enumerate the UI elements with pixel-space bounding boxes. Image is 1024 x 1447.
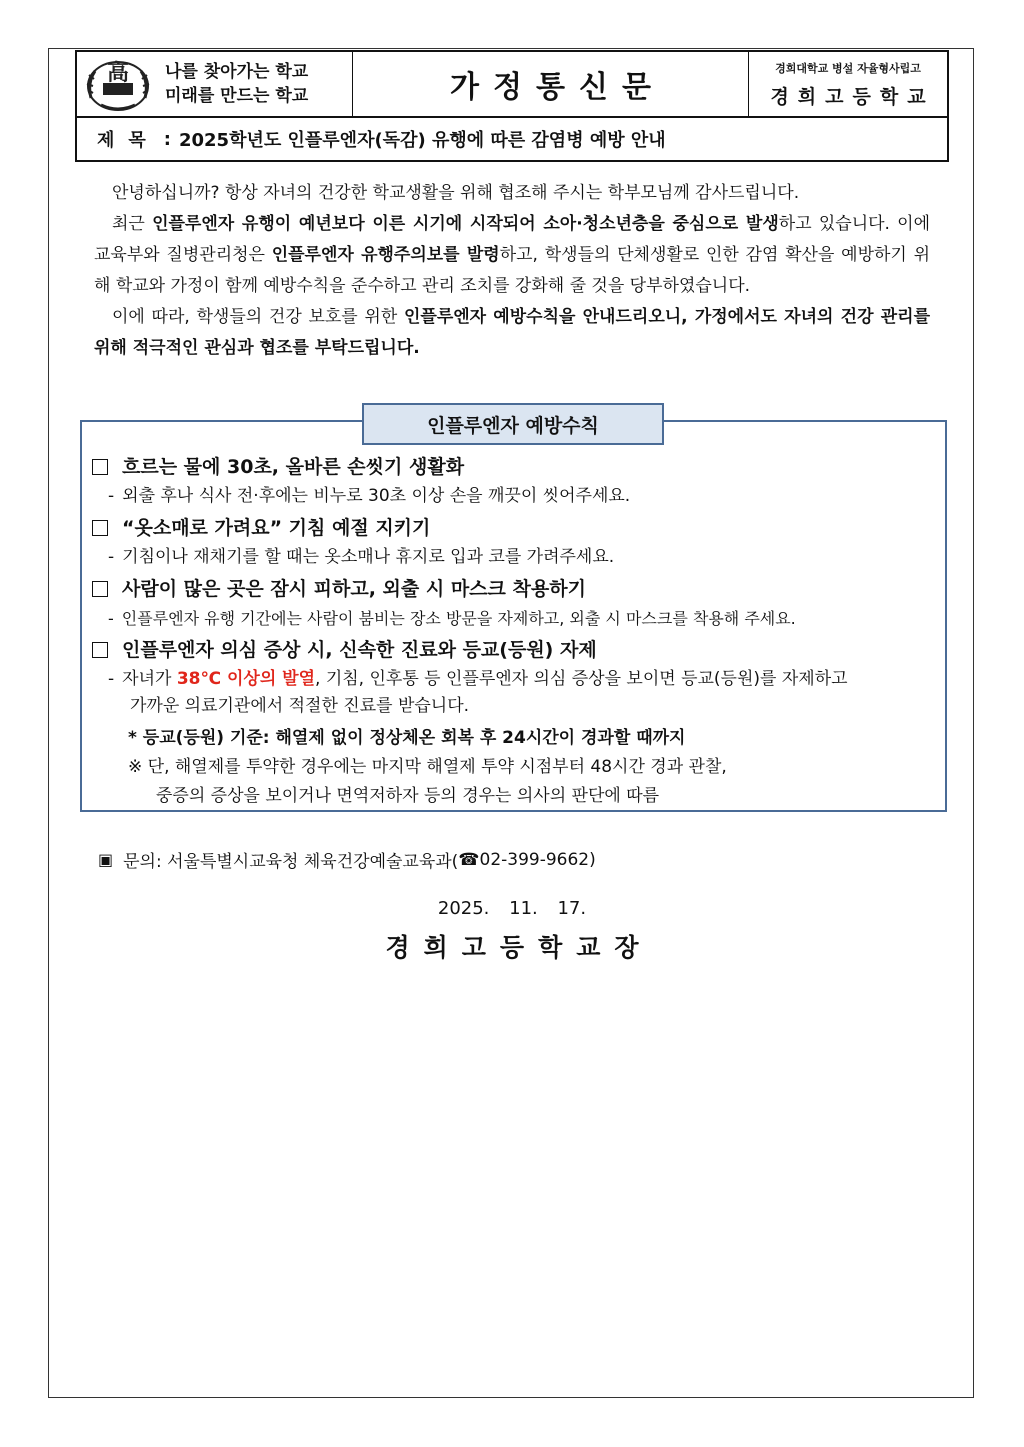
subject-label: 제목 — [97, 130, 160, 151]
emblem-character: 高 — [106, 60, 130, 86]
slogan-line-1: 나를 찾아가는 학교 — [165, 62, 309, 82]
phone-icon: ☎ — [458, 849, 480, 870]
checkbox-icon — [92, 581, 108, 597]
p3-bold: 인플루엔자 예방수칙을 안내드리오니, 가정에서도 자녀의 건강 관리를 위해 적극적인 관심과 협조를 부탁드립니다. — [94, 307, 930, 358]
contact-text: 문의: 서울특별시교육청 체육건강예술교육과( — [123, 852, 459, 872]
antipyretic-note-line2: 중증의 증상을 보이거나 면역저하자 등의 경우는 의사의 판단에 따름 — [156, 786, 660, 806]
doc-type-title: 가정통신문 — [450, 70, 665, 105]
contact-phone: 02-399-9662) — [479, 849, 596, 870]
rule-3-title: 사람이 많은 곳은 잠시 피하고, 외출 시 마스크 착용하기 — [122, 578, 586, 600]
body-text — [94, 178, 930, 364]
slogans — [165, 60, 308, 108]
rule-4-title: 인플루엔자 의심 증상 시, 신속한 진료와 등교(등원) 자제 — [122, 639, 597, 661]
dash: - — [108, 486, 115, 506]
dash: - — [108, 609, 114, 628]
rule-item-4-sub-cont: 가까운 의료기관에서 적절한 진료를 받습니다. — [130, 696, 470, 716]
p2-bold-a: 인플루엔자 유행이 예년보다 이른 시기에 시작되어 소아·청소년층을 중심으로 발생 — [152, 214, 779, 234]
p2-text-c: 하고, 학생들의 단체생활로 인한 감염 확산을 예방하기 위해 학교와 가정이 함께 예방수칙을 준수하고 관리 조치를 강화해 줄 것을 당부하였습니다. — [94, 245, 930, 296]
header-table — [75, 50, 949, 118]
rule-item-4-sub — [108, 665, 940, 694]
rule-1-detail: 외출 후나 식사 전·후에는 비누로 30초 이상 손을 깨끗이 씻어주세요. — [122, 486, 631, 506]
dash: - — [108, 669, 115, 689]
rule-4-detail-b: , 기침, 인후통 등 인플루엔자 의심 증상을 보이면 등교(등원)를 자제하고 — [315, 669, 848, 689]
principal-signature: 경희고등학교장 — [385, 933, 653, 962]
checkbox-icon — [92, 520, 108, 536]
paragraph-request — [94, 302, 930, 364]
header-slogan-cell — [77, 52, 353, 116]
rule-1-title: 흐르는 물에 30초, 올바른 손씻기 생활화 — [122, 456, 465, 478]
antipyretic-note-line1: ※ 단, 해열제를 투약한 경우에는 마지막 해열제 투약 시점부터 48시간 경과 관찰, — [128, 757, 727, 777]
p2-text-a: 최근 — [112, 214, 153, 234]
rule-item-1-sub — [108, 482, 940, 511]
subject-row — [75, 118, 949, 162]
school-affiliation: 경희대학교 병설 자율형사립고 — [775, 61, 921, 75]
header-doc-type-cell — [353, 52, 749, 116]
rule-item-3-head — [92, 574, 940, 604]
attendance-criteria-note: * 등교(등원) 기준: 해열제 없이 정상체온 회복 후 24시간이 경과할 때까지 — [128, 728, 686, 748]
dash: - — [108, 547, 115, 567]
rule-2-detail: 기침이나 재채기를 할 때는 옷소매나 휴지로 입과 코를 가려주세요. — [122, 547, 615, 567]
rule-item-2-head — [92, 513, 940, 543]
rule-2-title: “옷소매로 가려요” 기침 예절 지키기 — [122, 517, 431, 539]
rule-3-detail: 인플루엔자 유행 기간에는 사람이 붐비는 장소 방문을 자제하고, 외출 시 마스크를 착용해 주세요. — [121, 609, 796, 628]
rule-item-3-sub — [108, 604, 940, 633]
subject-colon: : — [163, 128, 171, 150]
paragraph-background — [94, 209, 930, 302]
checkbox-icon — [92, 642, 108, 658]
p3-text: 이에 따라, 학생들의 건강 보호를 위한 — [112, 307, 404, 327]
checkbox-icon — [92, 459, 108, 475]
rule-item-1-head — [92, 452, 940, 482]
rules-list — [92, 450, 940, 811]
slogan-line-2: 미래를 만드는 학교 — [165, 86, 309, 106]
rules-title: 인플루엔자 예방수칙 — [362, 403, 664, 445]
p2-text-b: 하고 있습니다. 이에 교육부와 질병관리청은 — [94, 214, 931, 265]
p2-bold-b: 인플루엔자 유행주의보를 발령 — [271, 245, 500, 265]
square-bullet-icon: ▣ — [98, 850, 114, 869]
rule-4-detail-a: 자녀가 — [122, 669, 177, 689]
issue-date: 2025. 11. 17. — [437, 898, 587, 919]
header-school-cell — [749, 52, 947, 116]
paragraph-greeting: 안녕하십니까? 항상 자녀의 건강한 학교생활을 위해 협조해 주시는 학부모님께 감사드립니다. — [112, 183, 800, 203]
contact-info — [98, 847, 596, 872]
subject-text: 2025학년도 인플루엔자(독감) 유행에 따른 감염병 예방 안내 — [178, 130, 666, 151]
school-name: 경희고등학교 — [770, 85, 935, 108]
rule-4-fever-highlight: 38℃ 이상의 발열 — [176, 669, 316, 689]
rule-item-2-sub — [108, 543, 940, 572]
rule-item-4-head — [92, 635, 940, 665]
school-emblem-icon — [81, 53, 155, 115]
